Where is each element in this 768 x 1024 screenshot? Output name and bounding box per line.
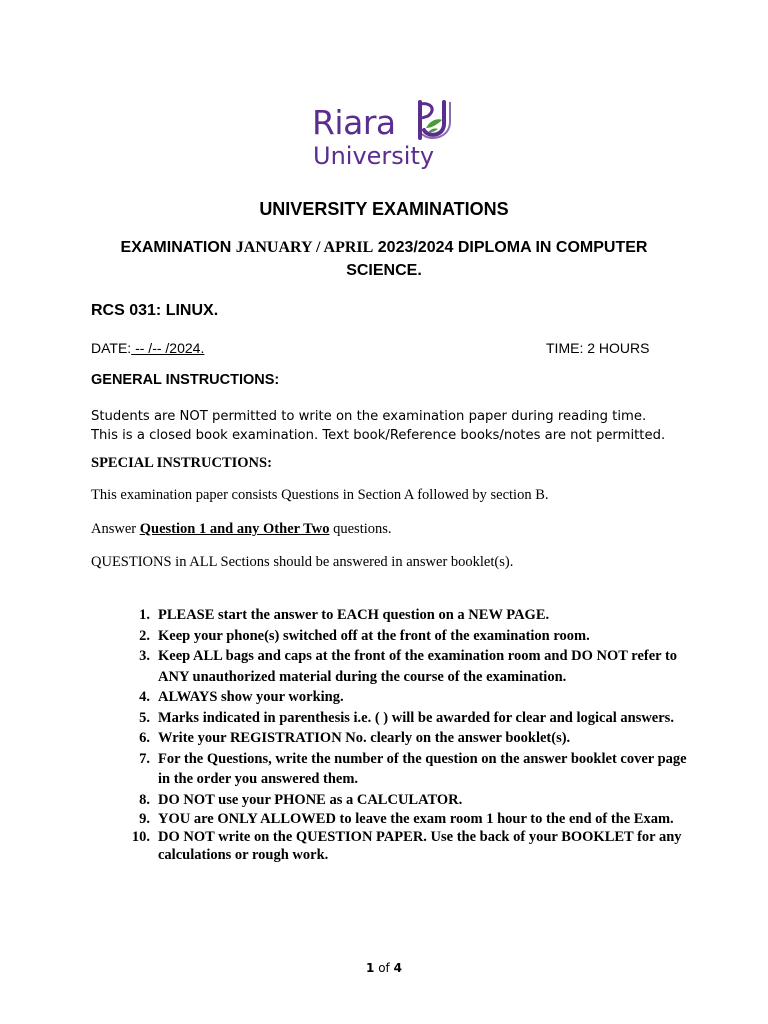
rule-item: 10. DO NOT write on the QUESTION PAPER. Use the back of your BOOKLET for any calculations or rough work. [131, 829, 682, 863]
rule-item: 6. Write your REGISTRATION No. clearly on the answer booklet(s). [139, 730, 571, 746]
rule-item: 1. PLEASE start the answer to EACH question on a NEW PAGE. [139, 607, 550, 623]
general-instruction-line: Students are NOT permitted to write on the examination paper during reading time. [91, 409, 647, 424]
general-instructions [91, 407, 665, 445]
rule-item: 7. For the Questions, write the number of the question on the answer booklet cover page in the order you answered them. [139, 750, 687, 787]
course-code: RCS 031: LINUX. [91, 302, 219, 319]
page-total: 4 [393, 961, 402, 975]
special-instructions-heading: SPECIAL INSTRUCTIONS: [91, 455, 272, 471]
exam-rules-list [130, 605, 690, 864]
page-current: 1 [366, 961, 375, 975]
date-value: -- /-- /2024. [131, 340, 205, 356]
special-instruction-answer [91, 521, 392, 538]
page-of: of [374, 961, 394, 975]
logo-r-leaf-icon [414, 98, 458, 142]
answer-prefix: Answer [91, 521, 140, 537]
riara-university-logo [312, 98, 460, 176]
general-instructions-heading: GENERAL INSTRUCTIONS: [91, 372, 280, 388]
rule-item: 5. Marks indicated in parenthesis i.e. ( ) will be awarded for clear and logical answers. [139, 709, 674, 726]
rule-item: 3. Keep ALL bags and caps at the front of the examination room and DO NOT refer to ANY unauthorized material during the course of the examination. [139, 648, 678, 685]
special-instruction-booklet: QUESTIONS in ALL Sections should be answered in answer booklet(s). [91, 554, 514, 570]
exam-program: 2023/2024 DIPLOMA IN COMPUTER SCIENCE. [346, 239, 648, 279]
exam-session-line [96, 236, 672, 282]
rule-item: 8. DO NOT use your PHONE as a CALCULATOR. [139, 791, 463, 808]
logo-wordmark-riara: Riara [312, 103, 396, 142]
rule-item: 4. ALWAYS show your working. [139, 689, 344, 705]
answer-suffix: questions. [329, 521, 392, 537]
exam-duration: TIME: 2 HOURS [546, 340, 650, 356]
page-number [0, 961, 768, 975]
general-instruction-line: This is a closed book examination. Text book/Reference books/notes are not permitted. [91, 428, 666, 443]
rule-item: 2. Keep your phone(s) switched off at the front of the examination room. [139, 627, 590, 644]
date-label: DATE: [91, 340, 132, 356]
exam-date [91, 340, 204, 356]
rule-item: 9. YOU are ONLY ALLOWED to leave the exam room 1 hour to the end of the Exam. [139, 811, 674, 827]
answer-emphasis: Question 1 and any Other Two [139, 521, 330, 537]
special-instruction-sections: This examination paper consists Questions in Section A followed by section B. [91, 487, 549, 503]
page-title: UNIVERSITY EXAMINATIONS [259, 199, 509, 219]
logo-wordmark-university: University [313, 142, 435, 170]
exam-prefix: EXAMINATION [120, 239, 232, 256]
exam-session: JANUARY / APRIL [235, 239, 374, 256]
